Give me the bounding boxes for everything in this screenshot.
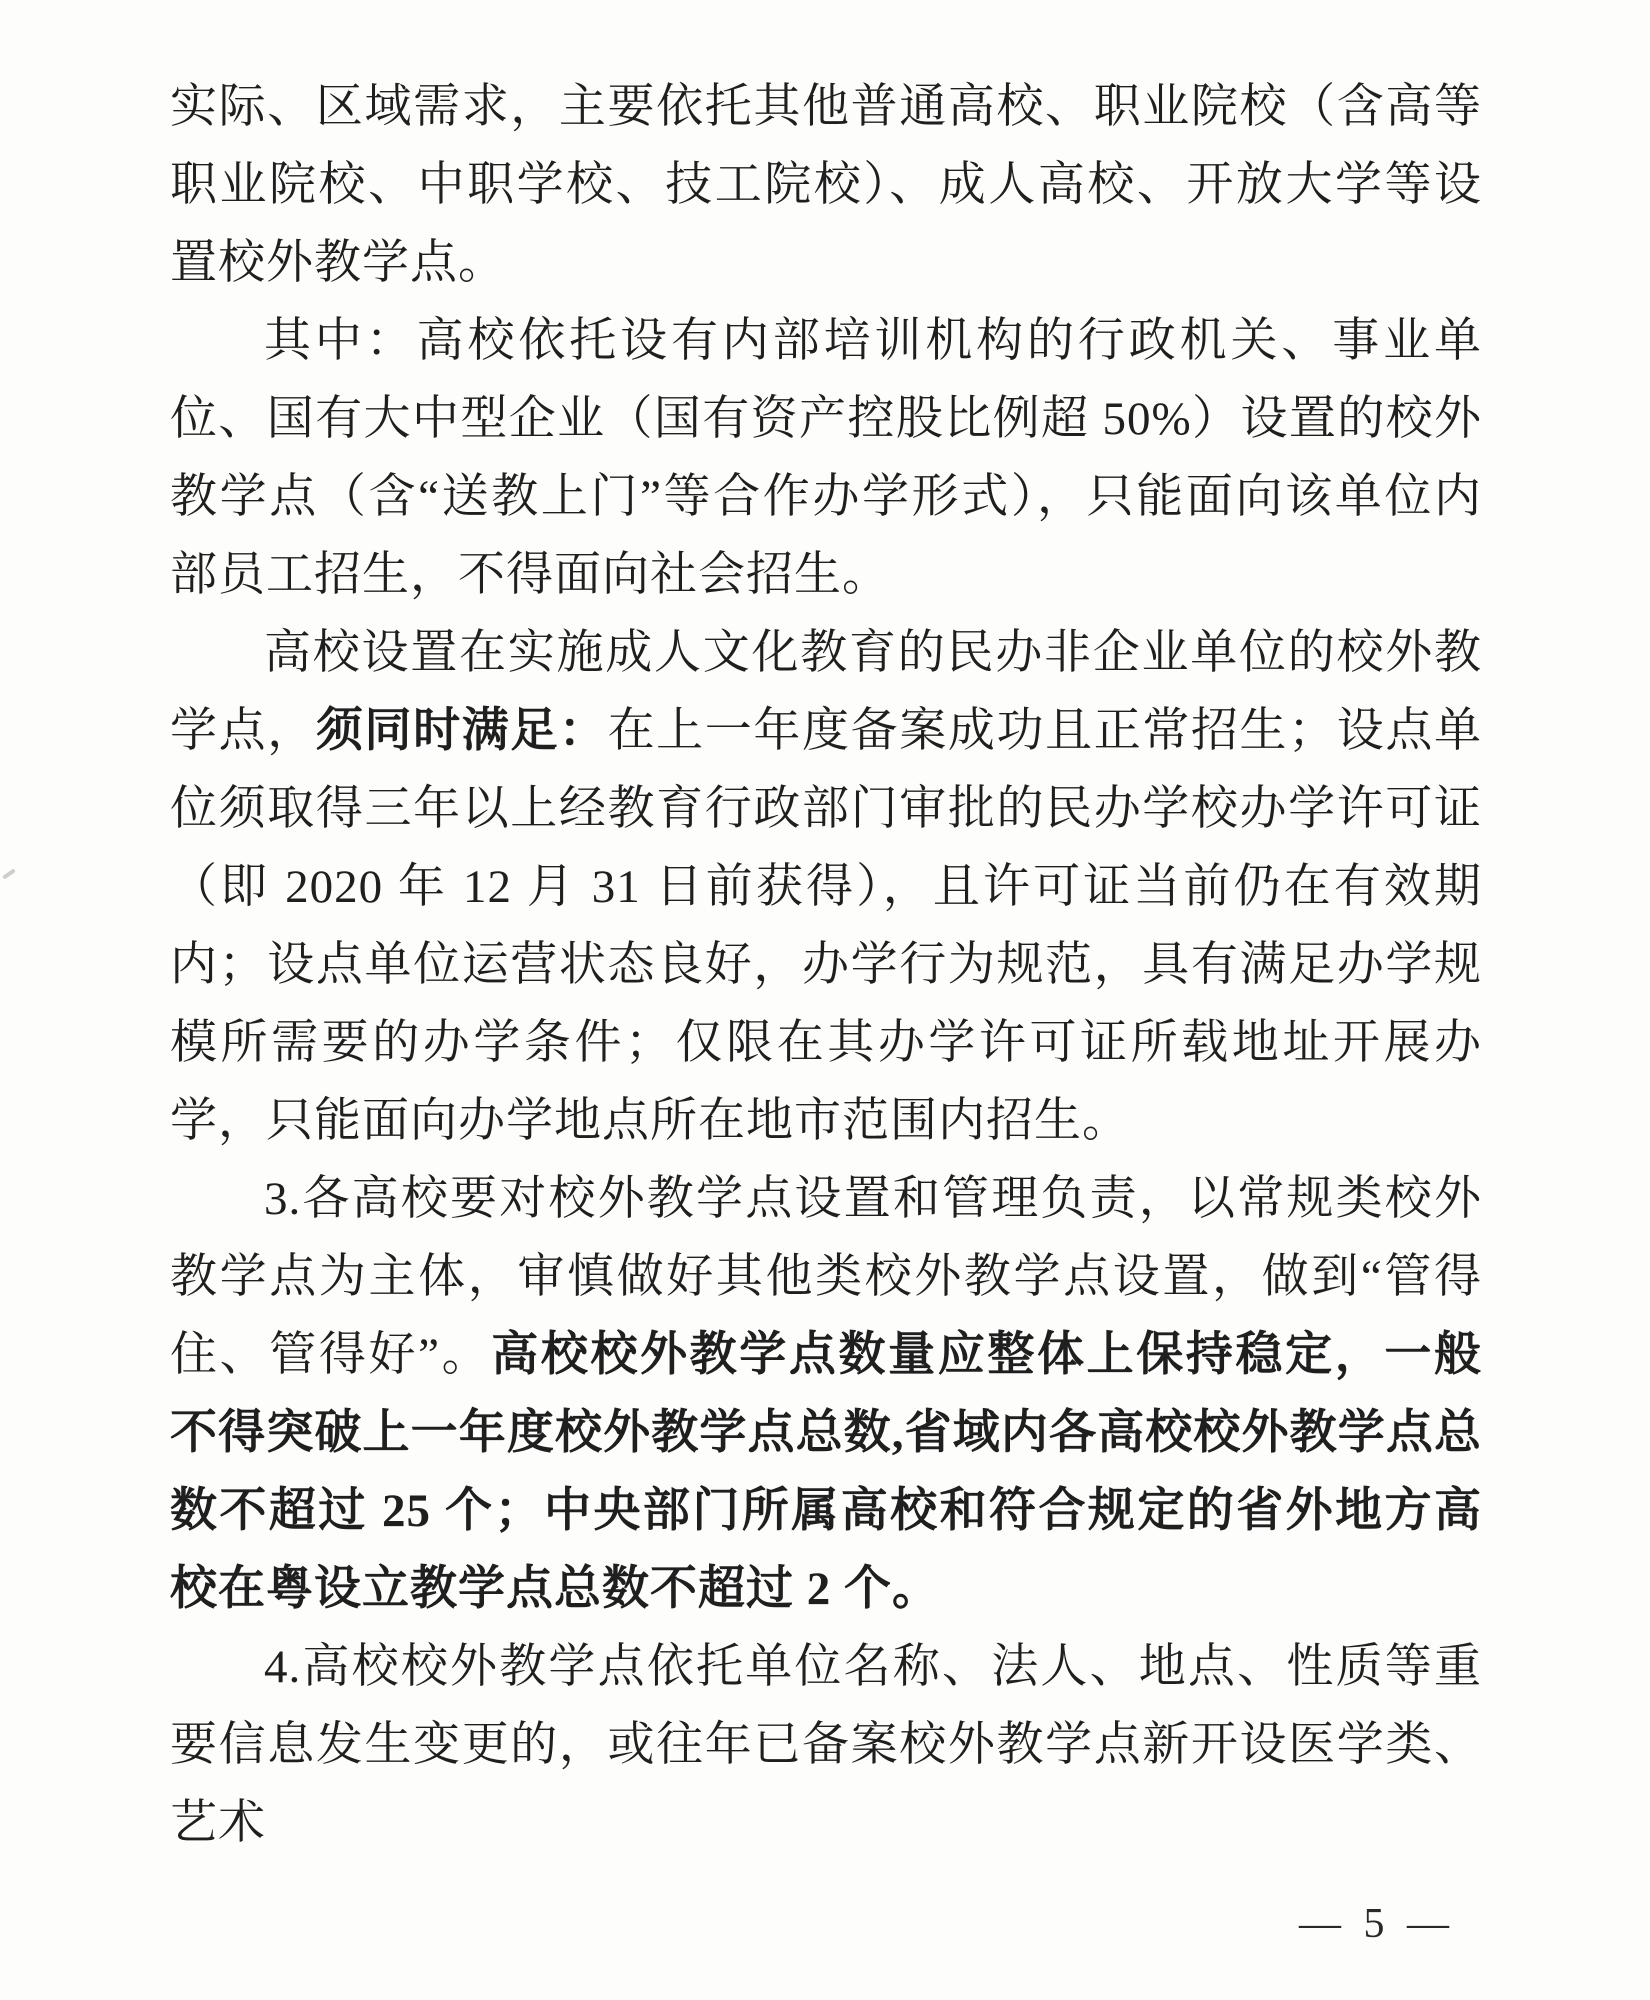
paragraph-continuation bbox=[170, 68, 1482, 302]
paragraph-text-bold: 须同时满足： bbox=[315, 705, 608, 757]
paragraph-text: 3.各高校要对校外教学点设置和管理负责，以常规类校外教学点为主体，审慎做好其他类校外教学点设置，做到“管得住、管得好”。 bbox=[170, 1173, 1482, 1381]
paragraph-text: 实际、区域需求，主要依托其他普通高校、职业院校（含高等职业院校、中职学校、技工院校）、成人高校、开放大学等设置校外教学点。 bbox=[170, 81, 1482, 289]
paragraph-minban-conditions bbox=[170, 614, 1482, 1160]
paragraph-qizhong bbox=[170, 302, 1482, 614]
paragraph-item-3 bbox=[170, 1160, 1482, 1628]
page-number: — 5 — bbox=[1299, 1901, 1455, 1947]
paragraph-text: 在上一年度备案成功且正常招生；设点单位须取得三年以上经教育行政部门审批的民办学校办学许可证（即 2020 年 12 月 31 日前获得），且许可证当前仍在有效期内；设点单位运营状态良好，办学行为规范，具有满足办学规模所需要的办学条件；仅限在其办学许可证所载地址开展办学，只能面向办学地点所在地市范围内招生。 bbox=[170, 705, 1483, 1147]
paragraph-text: 4.高校校外教学点依托单位名称、法人、地点、性质等重要信息发生变更的，或往年已备案校外教学点新开设医学类、艺术 bbox=[170, 1641, 1482, 1849]
paragraph-text: 其中：高校依托设有内部培训机构的行政机关、事业单位、国有大中型企业（国有资产控股比例超 50%）设置的校外教学点（含“送教上门”等合作办学形式），只能面向该单位内部员工招生，不得面向社会招生。 bbox=[170, 315, 1482, 601]
paragraph-text-bold: 高校校外教学点数量应整体上保持稳定，一般不得突破上一年度校外教学点总数,省域内各高校校外教学点总数不超过 25 个；中央部门所属高校和符合规定的省外地方高校在粤设立教学点总数不超过 2 个。 bbox=[170, 1329, 1482, 1615]
paragraph-text: 高校设置在实施成人文化教育的民办非企业单位的校外教学点， bbox=[170, 627, 1482, 757]
paragraph-item-4 bbox=[170, 1628, 1482, 1862]
scan-artifact-mark bbox=[2, 868, 16, 879]
document-body bbox=[170, 68, 1482, 1862]
